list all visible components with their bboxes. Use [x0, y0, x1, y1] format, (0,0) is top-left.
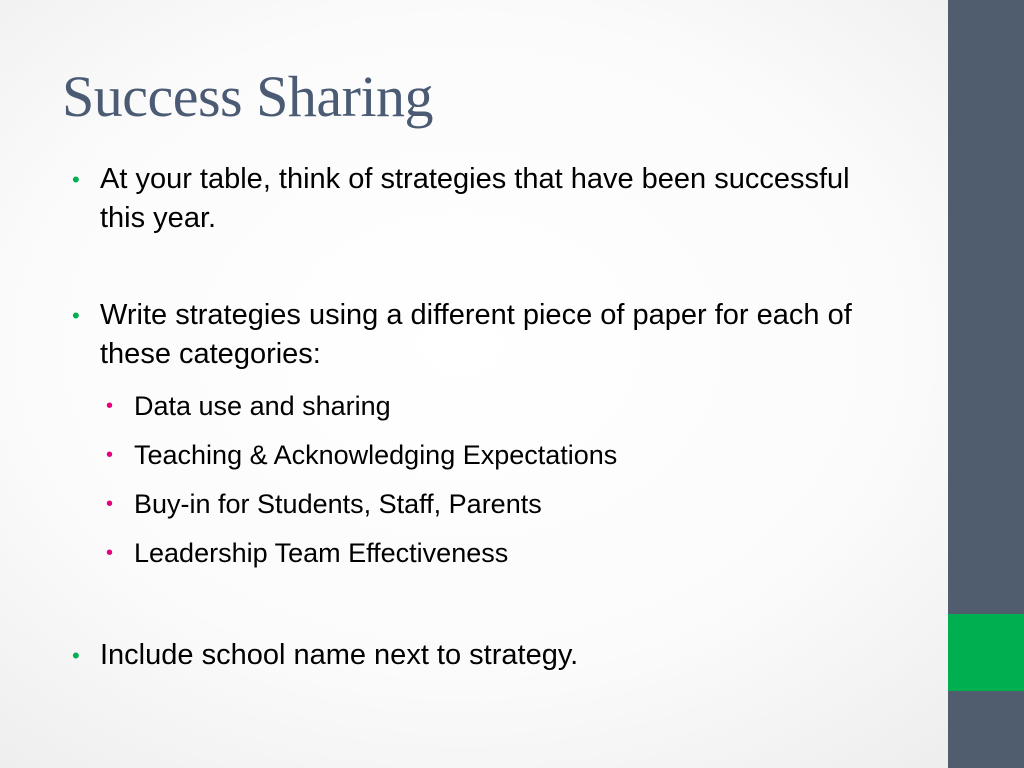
- sub-bullet-icon: •: [106, 542, 114, 564]
- sub-bullet-item: [106, 382, 902, 431]
- bullet-text: Write strategies using a different piece of paper for each of these categories:: [100, 299, 852, 370]
- bullet-item: [72, 636, 902, 675]
- sub-bullet-text: Teaching & Acknowledging Expectations: [134, 440, 618, 470]
- sub-bullet-item: [106, 431, 902, 480]
- spacer: [72, 238, 902, 296]
- sub-bullet-icon: •: [106, 395, 114, 417]
- sub-bullet-item: [106, 480, 902, 529]
- spacer: [72, 578, 902, 636]
- bullet-text: At your table, think of strategies that have been successful this year.: [100, 163, 850, 234]
- slide-title: Success Sharing: [62, 64, 434, 129]
- sub-bullet-item: [106, 529, 902, 578]
- bullet-icon: •: [72, 303, 80, 328]
- bullet-icon: •: [72, 167, 80, 192]
- bullet-list: [72, 160, 902, 675]
- bullet-item: [72, 296, 902, 374]
- sub-bullet-text: Buy-in for Students, Staff, Parents: [134, 489, 542, 519]
- sub-bullet-icon: •: [106, 493, 114, 515]
- bullet-text: Include school name next to strategy.: [100, 639, 579, 671]
- bullet-icon: •: [72, 643, 80, 668]
- sub-bullet-icon: •: [106, 444, 114, 466]
- side-accent-block: [948, 614, 1024, 691]
- sub-bullet-list: [72, 382, 902, 578]
- bullet-item: [72, 160, 902, 238]
- sub-bullet-text: Leadership Team Effectiveness: [134, 538, 509, 568]
- sub-bullet-text: Data use and sharing: [134, 391, 391, 421]
